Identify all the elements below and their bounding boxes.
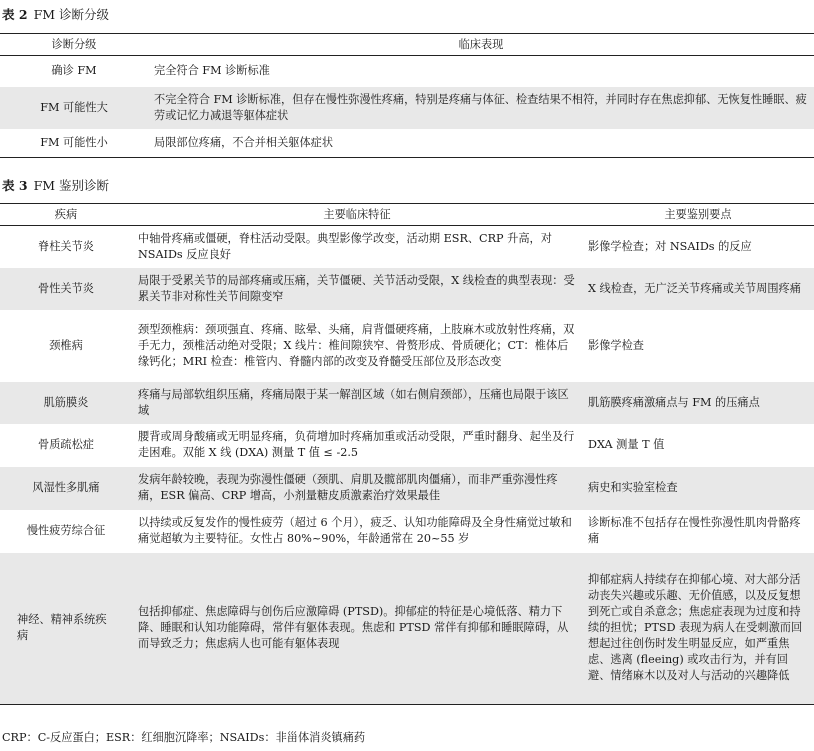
- table-row: [0, 310, 814, 382]
- table3-points-cell: 肌筋膜疼痛激痛点与 FM 的压痛点: [582, 382, 814, 424]
- table3-points-cell: 病史和实验室检查: [582, 467, 814, 510]
- table-row: [0, 268, 814, 310]
- table3-points-cell: 诊断标准不包括存在慢性弥漫性肌肉骨骼疼痛: [588, 516, 801, 545]
- table3-caption: [2, 177, 109, 195]
- table3-features-cell: 包括抑郁症、焦虑障碍与创伤后应激障碍 (PTSD)。抑郁症的特征是心境低落、精力下降、睡眠和认知功能障碍，常伴有躯体表现。焦虑和 PTSD 常伴有抑郁和睡眠障碍，从而导致乏力；焦虑病人也可能有躯体表现: [132, 553, 582, 705]
- table-row: [0, 467, 814, 510]
- table-row: [0, 226, 814, 268]
- table3-points-cell: 影像学检查: [588, 338, 644, 352]
- table3-disease-cell: 慢性疲劳综合征: [26, 524, 106, 537]
- table3-features-cell: 腰背或周身酸痛或无明显疼痛，负荷增加时疼痛加重或活动受限，严重时翻身、起坐及行走困难。双能 X 线 (DXA) 测量 T 值 ≤ -2.5: [138, 430, 575, 459]
- table-footnote: CRP：C-反应蛋白；ESR：红细胞沉降率；NSAIDs：非甾体消炎镇痛药: [2, 731, 366, 744]
- table3-label: 表 3: [2, 178, 28, 193]
- table2-grade-cell: FM 可能性大: [0, 87, 148, 129]
- table3-header-row: [0, 204, 814, 226]
- table2-header-clinical: 临床表现: [148, 34, 814, 56]
- table2-title: FM 诊断分级: [33, 7, 110, 22]
- table3-points-cell: X 线检查，无广泛关节疼痛或关节周围疼痛: [582, 268, 814, 310]
- table3-disease-text: 神经、精神系统疾病: [17, 613, 107, 643]
- table2-grade-cell: 确诊 FM: [51, 64, 97, 78]
- table3-points-cell: 影像学检查；对 NSAIDs 的反应: [588, 239, 752, 253]
- table3-header-disease: 疾病: [0, 204, 132, 226]
- table3: [0, 203, 814, 705]
- table-row: [0, 382, 814, 424]
- table3-disease-cell: 风湿性多肌痛: [0, 467, 132, 510]
- table-row: [0, 87, 814, 129]
- table3-points-cell: DXA 测量 T 值: [588, 438, 665, 451]
- table3-features-cell: 疼痛与局部软组织压痛，疼痛局限于某一解剖区域（如右侧肩颈部），压痛也局限于该区域: [132, 382, 582, 424]
- table3-features-cell: 中轴骨疼痛或僵硬，脊柱活动受限。典型影像学改变，活动期 ESR、CRP 升高，对 NSAIDs 反应良好: [138, 231, 552, 261]
- table2-header-grade: 诊断分级: [0, 34, 148, 56]
- table3-disease-cell: 骨性关节炎: [0, 268, 132, 310]
- table-row: [0, 510, 814, 553]
- table2-caption: [2, 6, 109, 24]
- table2-clinical-cell: 不完全符合 FM 诊断标准，但存在慢性弥漫性疼痛，特别是疼痛与体征、检查结果不相符，并同时存在焦虑抑郁、无恢复性睡眠、疲劳或记忆力减退等躯体症状: [148, 87, 814, 129]
- table2-clinical-cell: 完全符合 FM 诊断标准: [154, 64, 270, 78]
- table3-features-cell: 颈型颈椎病：颈项强直、疼痛、眩晕、头痛，肩背僵硬疼痛，上肢麻木或放射性疼痛，双手无力，颈椎活动绝对受限；X 线片：椎间隙狭窄、骨赘形成、骨质硬化；CT：椎体后缘钙化；MRI 检查：椎管内、脊髓内部的改变及脊髓受压部位及形态改变: [138, 322, 575, 368]
- table3-title: FM 鉴别诊断: [33, 178, 110, 193]
- table-row: [0, 56, 814, 87]
- table2-header-row: [0, 34, 814, 56]
- table2-label: 表 2: [2, 7, 28, 22]
- table3-points-cell: 抑郁症病人持续存在抑郁心境、对大部分活动丧失兴趣或乐趣、无价值感，以及反复想到死亡或自杀意念；焦虑症表现为过度和持续的担忧；PTSD 表现为病人在受刺激而回想起过往创伤时发生明显反应，如严重焦虑、逃离 (fleeing) 或攻击行为，并有回避、情绪麻木以及对人与活动的兴趣降低: [582, 553, 814, 705]
- table3-header-points: 主要鉴别要点: [582, 204, 814, 226]
- table-row: [0, 129, 814, 158]
- table2-clinical-cell: 局限部位疼痛，不合并相关躯体症状: [148, 129, 814, 158]
- table-row: [0, 424, 814, 467]
- table3-disease-cell: 脊柱关节炎: [38, 239, 94, 253]
- table-row: [0, 553, 814, 705]
- table3-header-features: 主要临床特征: [132, 204, 582, 226]
- table3-disease-cell: 肌筋膜炎: [0, 382, 132, 424]
- table3-disease-cell: 颈椎病: [49, 338, 83, 352]
- table3-features-cell: 发病年龄较晚，表现为弥漫性僵硬（颈肌、肩肌及髋部肌肉僵痛），而非严重弥漫性疼痛，ESR 偏高、CRP 增高，小剂量糖皮质激素治疗效果最佳: [132, 467, 582, 510]
- table2: [0, 33, 814, 158]
- table3-disease-cell: 骨质疏松症: [38, 438, 94, 451]
- table2-grade-cell: FM 可能性小: [0, 129, 148, 158]
- table3-features-cell: 局限于受累关节的局部疼痛或压痛，关节僵硬、关节活动受限，X 线检查的典型表现：受累关节非对称性关节间隙变窄: [132, 268, 582, 310]
- table3-features-cell: 以持续或反复发作的慢性疲劳（超过 6 个月），疲乏、认知功能障碍及全身性痛觉过敏和痛觉超敏为主要特征。女性占 80%~90%，年龄通常在 20~55 岁: [138, 516, 572, 545]
- table3-disease-cell: [0, 553, 132, 705]
